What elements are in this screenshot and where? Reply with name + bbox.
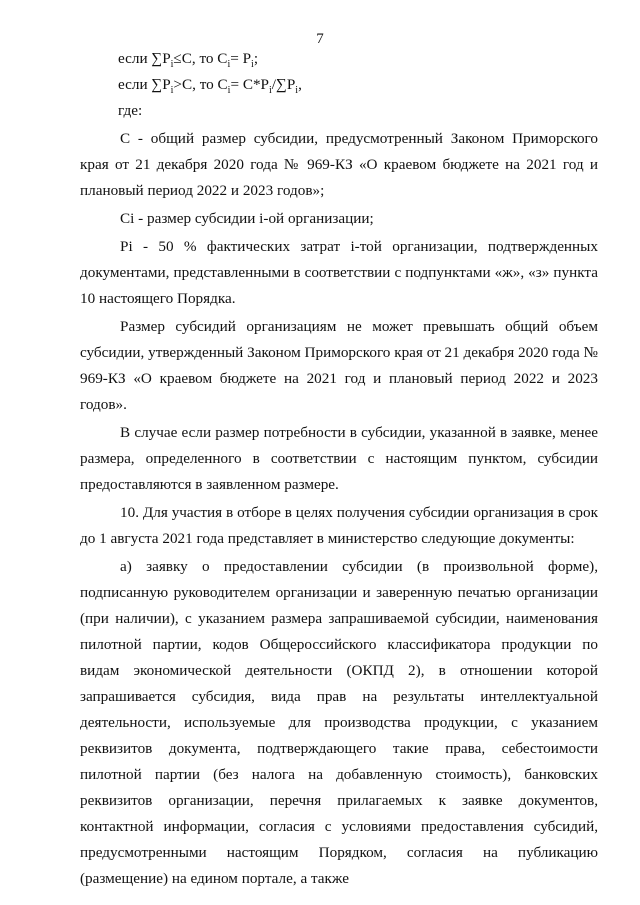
document-body (80, 46, 598, 892)
paragraph-subsidy-limit: Размер субсидий организациям не может превышать общий объем субсидии, утвержденный Законом Приморского края от 21 декабря 2020 года № 969-КЗ «О краевом бюджете на 2021 год и плановый период 2022 и 2023 годов». (80, 318, 598, 413)
formula-subscript: i (227, 85, 231, 97)
formula-subscript: i (170, 59, 174, 71)
paragraph-subitem-a: а) заявку о предоставлении субсидии (в произвольной форме), подписанную руководителем организации и заверенную печатью организации (при наличии), с указанием размера запрашиваемой субсидии, наименования пилотной партии, кодов Общероссийского классификатора продукции по видам экономической деятельности (ОКПД 2), в отношении которой запрашивается субсидия, вида прав на результаты интеллектуальной деятельности, используемые для производства продукции, с указанием реквизитов документа, подтверждающего такие права, себестоимости пилотной партии (без налога на добавленную стоимость), банковских реквизитов организации, перечня прилагаемых к заявке документов, контактной информации, согласия с условиями предоставления субсидий, предусмотренными настоящим Порядком, согласия на публикацию (размещение) на едином портале, а также (80, 558, 598, 887)
formula-line-2 (80, 72, 598, 98)
formula-text: ≤C, то C (173, 50, 228, 67)
where-label: где: (118, 102, 143, 119)
paragraph-ci-definition: Ci - размер субсидии i-ой организации; (120, 210, 374, 227)
paragraph-requested-size: В случае если размер потребности в субсидии, указанной в заявке, менее размера, определенного в соответствии с настоящим пунктом, субсидии предоставляются в заявленном размере. (80, 424, 598, 493)
formula-subscript: i (269, 85, 272, 97)
formula-text: = C*P (230, 76, 269, 93)
formula-subscript: i (251, 59, 254, 71)
formula-line-1 (80, 46, 598, 72)
formula-text: ; (253, 50, 259, 67)
formula-subscript: i (295, 85, 299, 97)
paragraph-c-definition: С - общий размер субсидии, предусмотренный Законом Приморского края от 21 декабря 2020 года № 969-КЗ «О краевом бюджете на 2021 год и плановый период 2022 и 2023 годов»; (80, 130, 598, 199)
paragraph-item-10: 10. Для участия в отборе в целях получения субсидии организация в срок до 1 августа 2021 года представляет в министерство следующие документы: (80, 504, 598, 547)
formula-text: = P (230, 50, 252, 67)
formula-text: если ∑P (118, 50, 171, 67)
paragraph-pi-definition: Pi - 50 % фактических затрат i-той организации, подтвержденных документами, представленными в соответствии с подпунктами «ж», «з» пункта 10 настоящего Порядка. (80, 238, 598, 307)
formula-subscript: i (170, 85, 174, 97)
page-number: 7 (316, 31, 324, 47)
formula-text: /∑P (271, 76, 296, 93)
formula-text: >C, то C (173, 76, 228, 93)
formula-text: если ∑P (118, 76, 171, 93)
formula-subscript: i (227, 59, 231, 71)
formula-text: , (298, 76, 302, 93)
